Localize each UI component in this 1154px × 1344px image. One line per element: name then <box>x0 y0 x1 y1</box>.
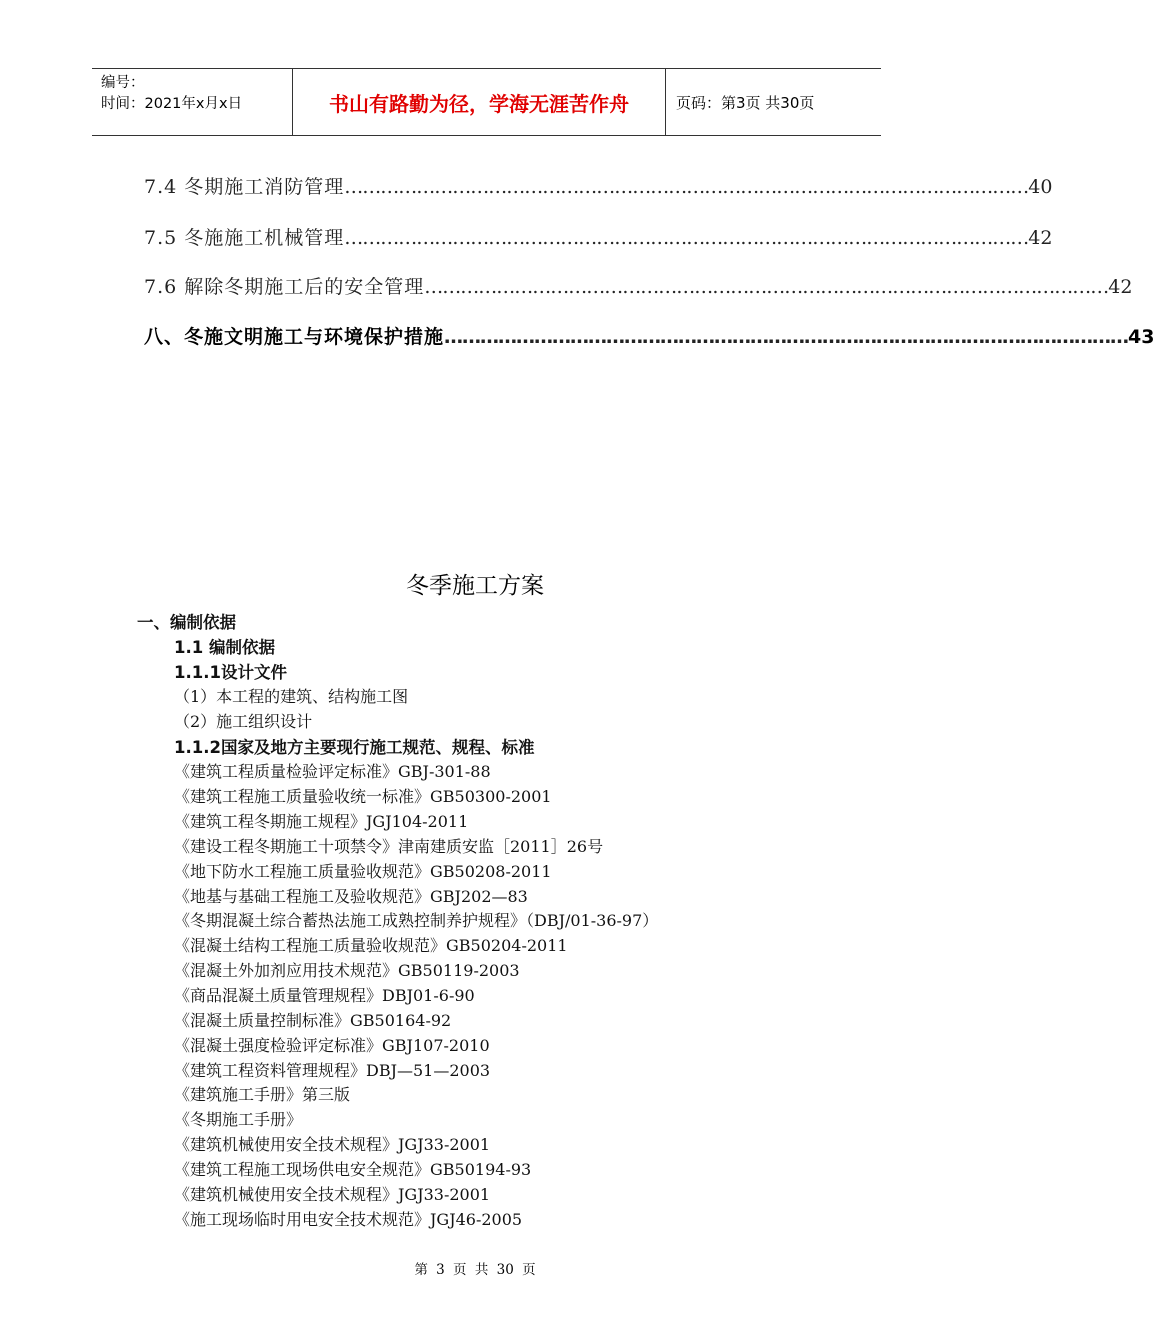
toc-entry-page: 43 <box>1128 326 1154 348</box>
toc-entry[interactable] <box>144 172 1053 199</box>
header-meta <box>92 69 293 135</box>
toc-entry-page: 42 <box>1028 227 1053 249</box>
standard-item: 《地下防水工程施工质量验收规范》GB50208-2011 <box>174 862 552 881</box>
header-page-label: 页码：第3页 共30页 <box>676 93 815 112</box>
toc-entry-page: 42 <box>1108 276 1133 298</box>
standard-item: 《冬期混凝土综合蓄热法施工成熟控制养护规程》（DBJ/01-36-97） <box>174 911 659 930</box>
standard-item: 《建筑工程冬期施工规程》JGJ104-2011 <box>174 812 469 831</box>
toc-entry-title: 7.6 解除冬期施工后的安全管理 <box>144 276 425 298</box>
standard-item: 《建筑机械使用安全技术规程》JGJ33-2001 <box>174 1135 491 1154</box>
list-item: （1）本工程的建筑、结构施工图 <box>174 687 409 706</box>
standard-item: 《混凝土强度检验评定标准》GBJ107-2010 <box>174 1036 490 1055</box>
header-code-label: 编号： <box>101 75 145 91</box>
section-heading: 一、编制依据 <box>137 613 236 632</box>
standard-item: 《建筑工程质量检验评定标准》GBJ-301-88 <box>174 762 491 781</box>
standard-item: 《混凝土结构工程施工质量验收规范》GB50204-2011 <box>174 936 568 955</box>
toc-entry-title: 7.5 冬施施工机械管理 <box>144 227 345 249</box>
standard-item: 《地基与基础工程施工及验收规范》GBJ202—83 <box>174 887 528 906</box>
subsection-heading: 1.1.2国家及地方主要现行施工规范、规程、标准 <box>174 738 535 757</box>
standard-item: 《建筑工程施工现场供电安全规范》GB50194-93 <box>174 1160 532 1179</box>
standard-item: 《建筑工程资料管理规程》DBJ—51—2003 <box>174 1061 491 1080</box>
standard-item: 《混凝土质量控制标准》GB50164-92 <box>174 1011 452 1030</box>
toc-leader: …………………………………………………………………………………………………… <box>344 176 1029 198</box>
subsection-heading: 1.1 编制依据 <box>174 638 275 657</box>
subsection-heading: 1.1.1设计文件 <box>174 663 287 682</box>
toc-leader: …………………………………………………………………………………………………… <box>444 326 1129 348</box>
page-footer: 第 3 页 共 30 页 <box>414 1262 536 1278</box>
toc-leader: …………………………………………………………………………………………………… <box>344 227 1029 249</box>
standard-item: 《建筑机械使用安全技术规程》JGJ33-2001 <box>174 1185 491 1204</box>
toc-entry[interactable] <box>144 223 1053 250</box>
toc-entry-page: 40 <box>1028 176 1053 198</box>
standard-item: 《建筑工程施工质量验收统一标准》GB50300-2001 <box>174 787 552 806</box>
header-time-label: 时间：2021年x月x日 <box>101 96 243 112</box>
standard-item: 《施工现场临时用电安全技术规范》JGJ46-2005 <box>174 1210 523 1229</box>
page-header <box>92 68 881 136</box>
standard-item: 《建设工程冬期施工十项禁令》津南建质安监［2011］26号 <box>174 837 604 856</box>
toc-leader: …………………………………………………………………………………………………… <box>424 276 1109 298</box>
standard-item: 《建筑施工手册》第三版 <box>174 1085 351 1104</box>
toc-entry-title: 7.4 冬期施工消防管理 <box>144 176 345 198</box>
toc-entry-title: 八、冬施文明施工与环境保护措施 <box>144 326 445 348</box>
standard-item: 《冬期施工手册》 <box>174 1110 303 1129</box>
toc-entry[interactable] <box>144 322 1154 349</box>
list-item: （2）施工组织设计 <box>174 712 313 731</box>
standard-item: 《商品混凝土质量管理规程》DBJ01-6-90 <box>174 986 475 1005</box>
document-title: 冬季施工方案 <box>406 573 544 599</box>
toc-entry[interactable] <box>144 272 1133 299</box>
header-motto: 书山有路勤为径，学海无涯苦作舟 <box>293 69 666 135</box>
standard-item: 《混凝土外加剂应用技术规范》GB50119-2003 <box>174 961 520 980</box>
